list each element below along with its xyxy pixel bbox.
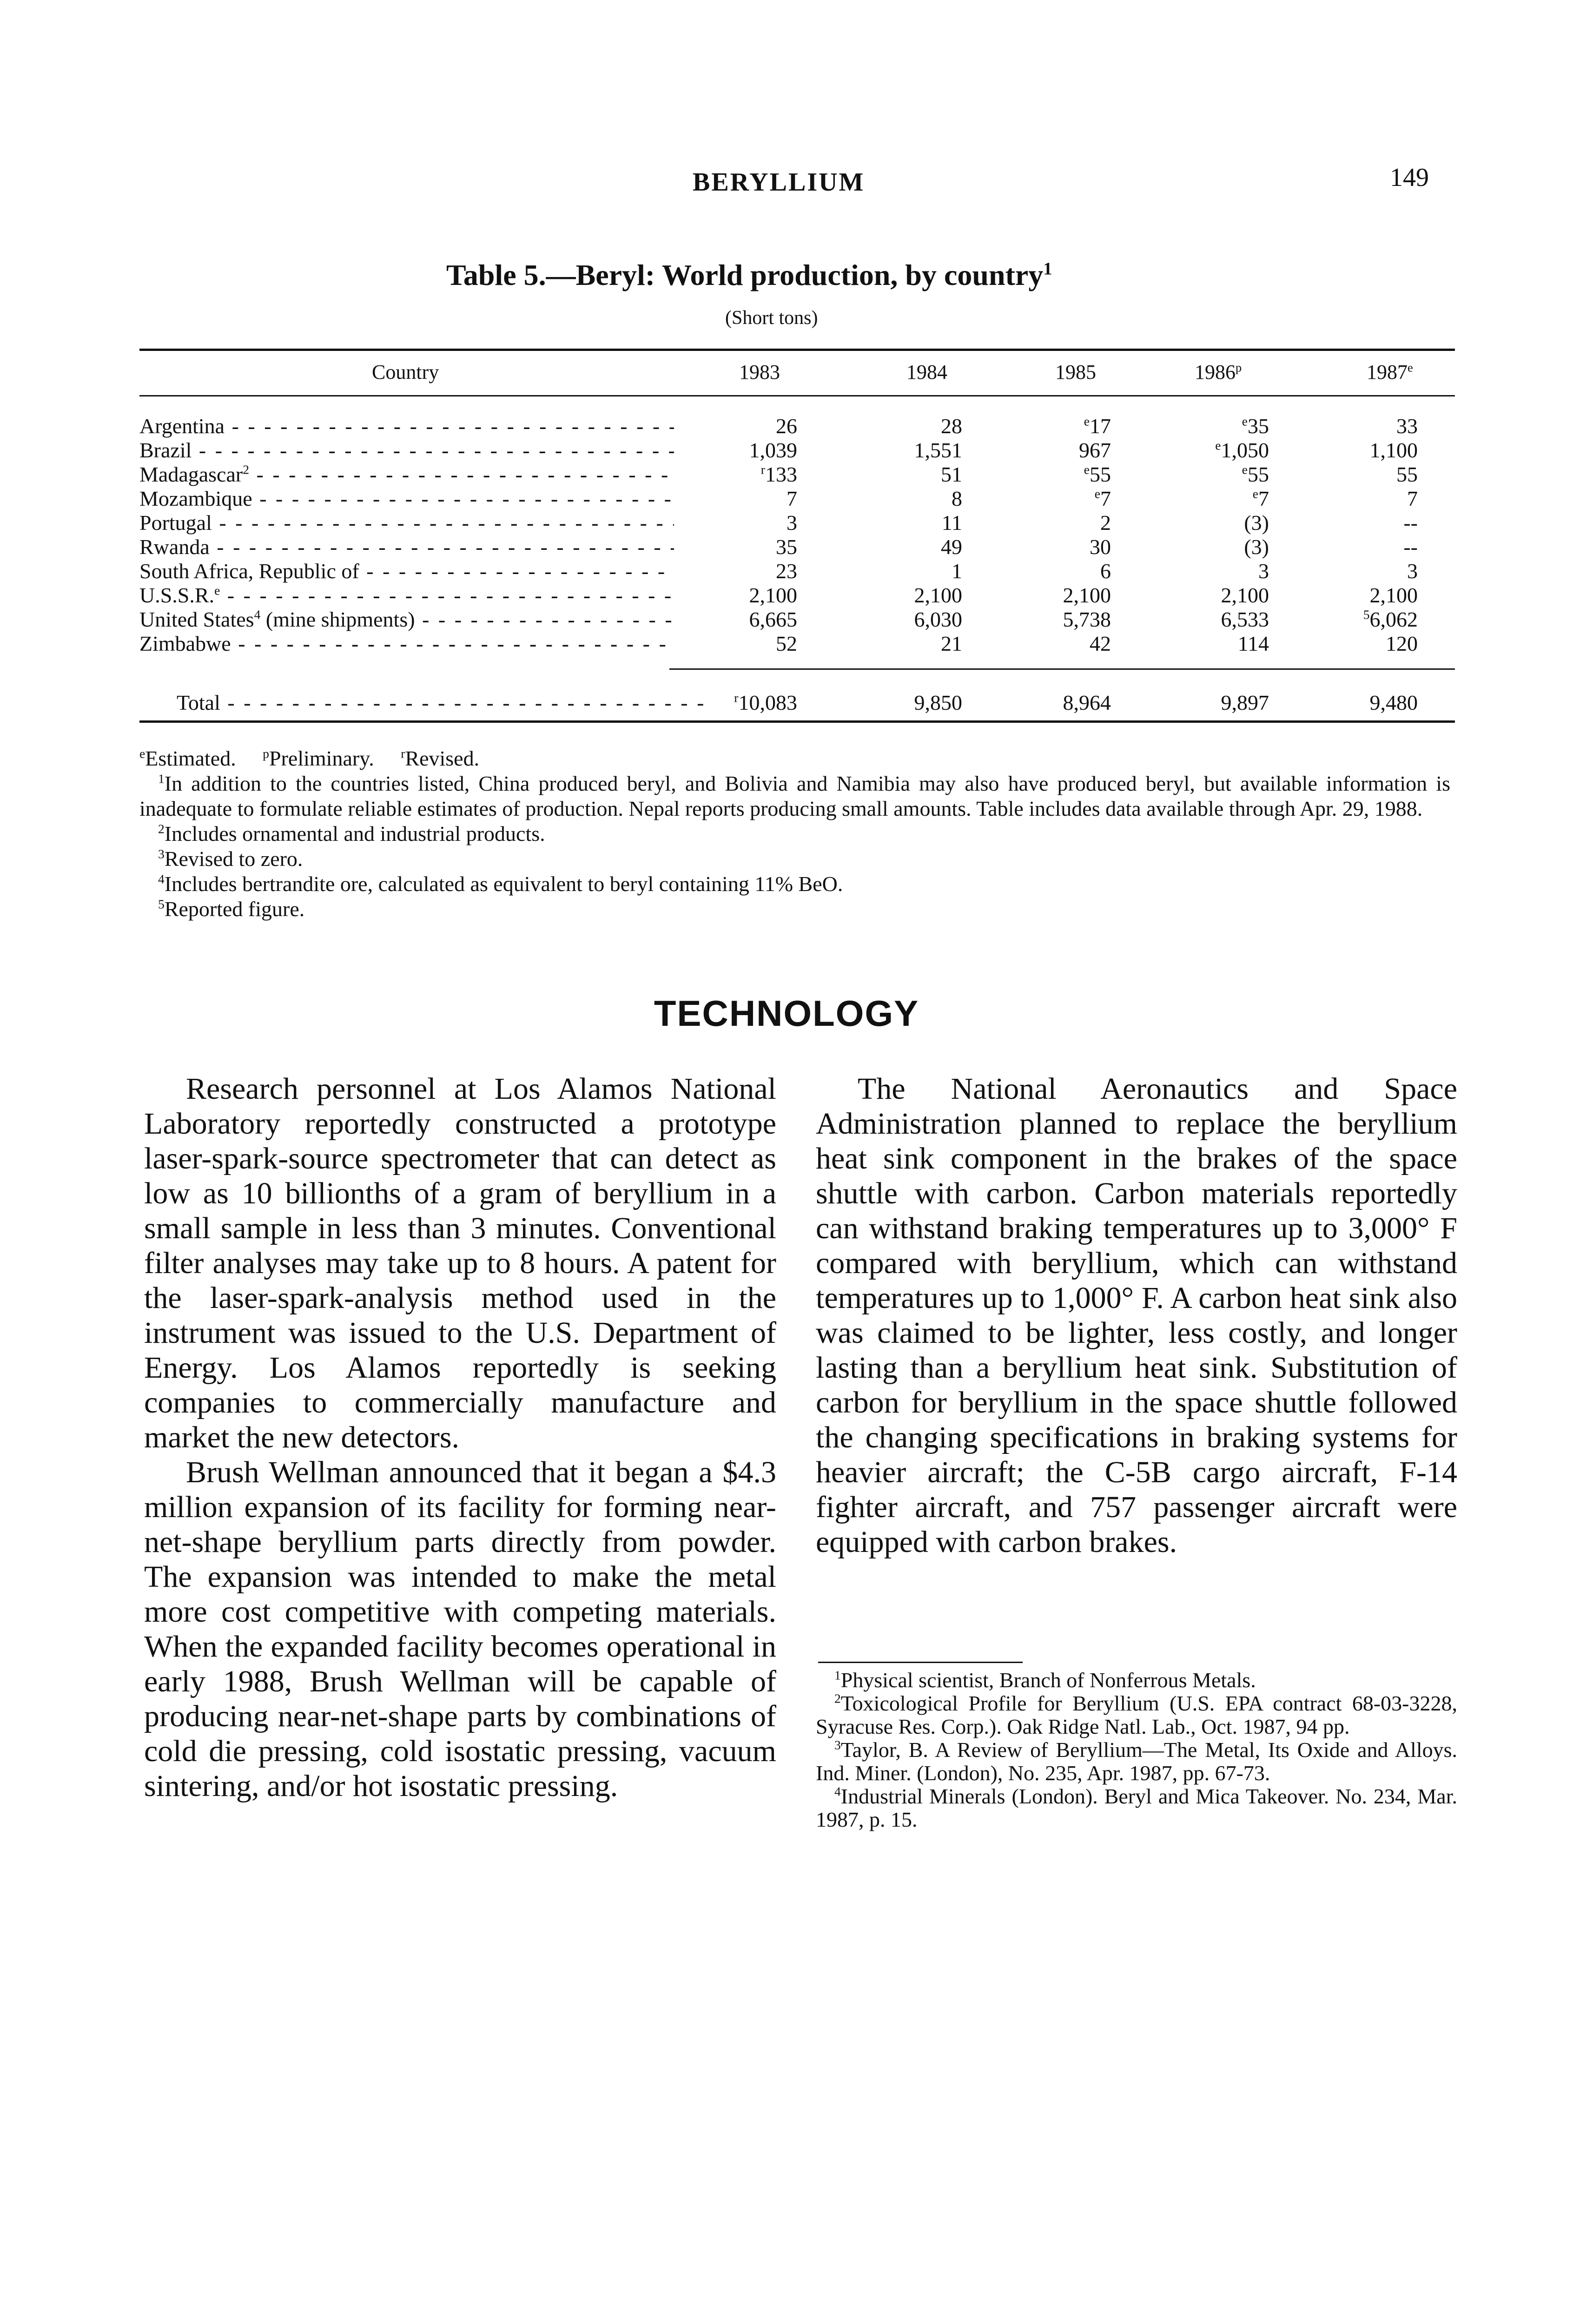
body-column-right <box>816 1071 1457 1559</box>
section-heading: TECHNOLOGY <box>654 993 919 1034</box>
table-cell: (3) <box>1244 511 1269 535</box>
table-row-country: Portugal - - - <box>139 510 674 535</box>
page-footnotes <box>816 1669 1457 1831</box>
table-cell: 120 <box>1386 632 1418 655</box>
footnote-2: $^2$Toxicological Profile for Beryllium (U.S. EPA contract 68-03-3228, Syracuse Res. Corp.). Oak Ridge Natl. Lab., Oct. 1987, 94 pp. <box>816 1691 1457 1738</box>
table-notes <box>139 746 1450 922</box>
table-cell: 967 <box>1079 438 1111 462</box>
total-cell: 9,850 <box>914 691 962 714</box>
table-cell: 52 <box>776 632 797 655</box>
table-note-4: $^4$Includes bertrandite ore, calculated as equivalent to beryl containing 11% BeO. <box>158 872 843 896</box>
table-row-country: United States$^4$ (mine shipments) - - - <box>139 607 674 632</box>
table-cell: $^e$55 <box>1242 462 1269 486</box>
total-label: Total - - - <box>177 690 711 715</box>
table-cell: 1,551 <box>914 438 962 462</box>
paragraph-los-alamos: Research personnel at Los Alamos National Laboratory reportedly constructed a prototype laser-spark-source spectrometer that can detect as low as 10 billionths of a gram of beryllium in a small sample in less than 3 minutes. Conventional filter analyses may take up to 8 hours. A patent for the laser-spark-analysis method used in the instrument was issued to the U.S. Department of Energy. Los Alamos reportedly is seeking companies to commercially manufacture and market the new detectors. <box>144 1072 776 1454</box>
column-header-1986: 1986$^p$ <box>1195 360 1242 383</box>
paragraph-brush-wellman: Brush Wellman announced that it began a $4.3 million expansion of its facility for forming near-net-shape beryllium parts directly from powder. The expansion was intended to make the metal more cost competitive with competing materials. When the expanded facility becomes operational in early 1988, Brush Wellman will be capable of producing near-net-shape parts by combinations of cold die pressing, cold isostatic pressing, vacuum sintering, and/or hot isostatic pressing. <box>144 1455 776 1803</box>
table-cell: 7 <box>786 487 797 510</box>
table-title-note: 1 <box>1043 259 1052 279</box>
table-cell: -- <box>1403 511 1418 535</box>
total-cell: 9,480 <box>1369 691 1418 714</box>
table-cell: 1 <box>952 559 962 583</box>
column-header-country: Country <box>372 361 439 383</box>
table-title: Table 5.—Beryl: World production, by country$^1$ <box>446 258 1052 291</box>
column-header-1987: 1987e <box>1367 360 1413 383</box>
table-top-rule <box>139 349 1455 351</box>
table-row-country: Brazil - - - <box>139 438 674 462</box>
footnote-rule <box>818 1662 1023 1663</box>
table-cell: 2,100 <box>1369 583 1418 607</box>
table-cell: (3) <box>1244 535 1269 559</box>
body-column-left <box>144 1071 776 1803</box>
table-cell: 1,100 <box>1369 438 1418 462</box>
table-row-country: Argentina - - - <box>139 414 674 438</box>
table-note-5: $^5$Reported figure. <box>158 897 305 921</box>
table-cell: 21 <box>941 632 962 655</box>
footnote-3: $^3$Taylor, B. A Review of Beryllium—The Metal, Its Oxide and Alloys. Ind. Miner. (London), No. 235, Apr. 1987, pp. 67-73. <box>816 1737 1457 1785</box>
table-cell: 114 <box>1237 632 1269 655</box>
table-cell: 30 <box>1090 535 1111 559</box>
table-cell: 3 <box>1258 559 1269 583</box>
table-cell: 8 <box>952 487 962 510</box>
table-row-country: Mozambique - - - <box>139 486 674 511</box>
table-cell: 33 <box>1396 414 1418 438</box>
column-header-1984: 1984 <box>906 361 947 383</box>
table-cell: 2 <box>1100 511 1111 535</box>
footnote-1: $^1$Physical scientist, Branch of Nonferrous Metals. <box>834 1668 1256 1692</box>
running-title: BERYLLIUM <box>693 168 865 197</box>
table-cell: $^e$7 <box>1252 486 1269 510</box>
table-cell: 49 <box>941 535 962 559</box>
table-cell: $^e$17 <box>1084 414 1111 438</box>
table-cell: 2,100 <box>1221 583 1269 607</box>
table-cell: 3 <box>1407 559 1418 583</box>
table-cell: 2,100 <box>749 583 797 607</box>
table-cell: 42 <box>1090 632 1111 655</box>
paragraph-nasa: The National Aeronautics and Space Administration planned to replace the beryllium heat sink component in the brakes of the space shuttle with carbon. Carbon materials reportedly can withstand braking temperatures up to 3,000° F compared with beryllium, which can withstand temperatures up to 1,000° F. A carbon heat sink also was claimed to be lighter, less costly, and longer lasting than a beryllium heat sink. Substitution of carbon for beryllium in the space shuttle followed the changing specifications in braking systems for heavier aircraft; the C-5B cargo aircraft, F-14 fighter aircraft, and 757 passenger aircraft were equipped with carbon brakes. <box>816 1072 1457 1559</box>
table-row-country: U.S.S.R.$^e$ - - - <box>139 583 674 607</box>
column-header-1985: 1985 <box>1055 361 1096 383</box>
table-cell: 23 <box>776 559 797 583</box>
table-cell: 2,100 <box>914 583 962 607</box>
table-cell: 6,665 <box>749 607 797 631</box>
table-cell: $^e$55 <box>1084 462 1111 486</box>
table-header-rule <box>139 395 1455 396</box>
table-cell: 51 <box>941 462 962 486</box>
table-cell: -- <box>1403 535 1418 559</box>
table-row-country: South Africa, Republic of - - - <box>139 559 674 583</box>
table-cell: 5,738 <box>1063 607 1111 631</box>
table-cell: 6 <box>1100 559 1111 583</box>
table-cell: 1,039 <box>749 438 797 462</box>
table-note-3: $^3$Revised to zero. <box>158 846 303 871</box>
table-cell: $^e$7 <box>1094 486 1111 510</box>
total-rule <box>669 668 1455 670</box>
table-legend: $^e$Estimated. $^p$Preliminary. $^r$Revised. <box>139 746 480 770</box>
page-number: 149 <box>1390 163 1429 192</box>
table-cell: 55 <box>1396 462 1418 486</box>
table-row-country: Rwanda - - - <box>139 535 674 559</box>
table-cell: $^5$6,062 <box>1363 607 1418 631</box>
table-bottom-rule <box>139 720 1455 723</box>
table-note-2: $^2$Includes ornamental and industrial products. <box>158 821 545 845</box>
table-cell: 7 <box>1407 487 1418 510</box>
table-cell: $^r$133 <box>760 462 797 486</box>
table-cell: 6,533 <box>1221 607 1269 631</box>
table-cell: 35 <box>776 535 797 559</box>
table-cell: $^e$1,050 <box>1215 438 1269 462</box>
table-cell: 2,100 <box>1063 583 1111 607</box>
table-units: (Short tons) <box>725 307 818 329</box>
table-cell: 6,030 <box>914 607 962 631</box>
table-cell: 3 <box>786 511 797 535</box>
running-head <box>0 163 1573 209</box>
table-cell: 11 <box>941 511 962 535</box>
column-header-1983: 1983 <box>739 361 780 383</box>
table-cell: 28 <box>941 414 962 438</box>
table-row-country: Madagascar$^2$ - - - <box>139 462 674 487</box>
total-cell: 9,897 <box>1221 691 1269 714</box>
footnote-4: $^4$Industrial Minerals (London). Beryl and Mica Takeover. No. 234, Mar. 1987, p. 15. <box>816 1784 1457 1831</box>
total-cell: 8,964 <box>1063 691 1111 714</box>
total-cell: $^r$10,083 <box>734 690 797 714</box>
table-row-country: Zimbabwe - - - <box>139 631 674 656</box>
table-cell: $^e$35 <box>1242 414 1269 438</box>
table-note-1: $^1$In addition to the countries listed, China produced beryl, and Bolivia and Namibia may also have produced beryl, but available information is inadequate to formulate reliable estimates of production. Nepal reports producing small amounts. Table includes data available through Apr. 29, 1988. <box>139 771 1450 820</box>
table-cell: 26 <box>776 414 797 438</box>
